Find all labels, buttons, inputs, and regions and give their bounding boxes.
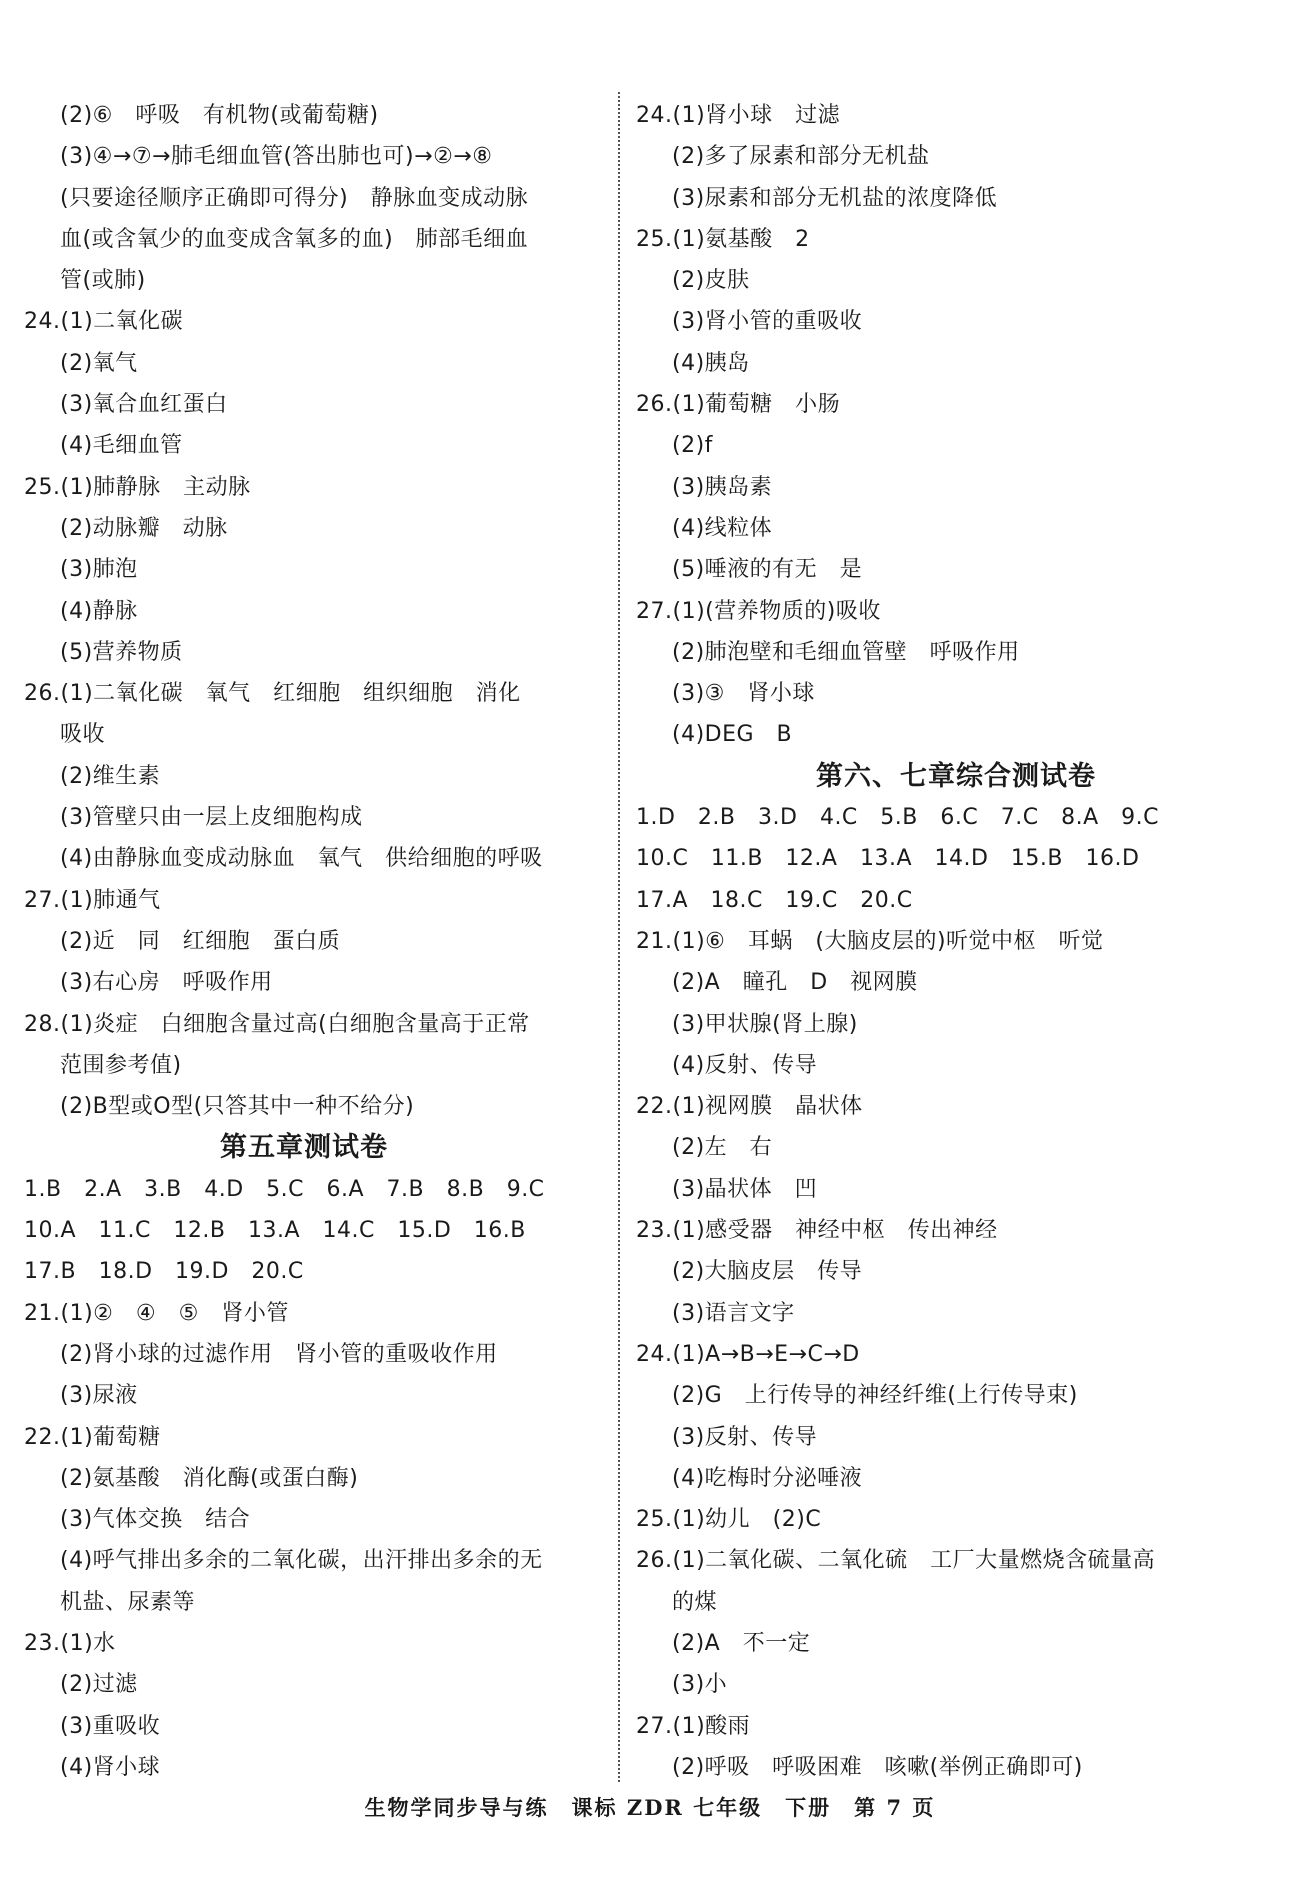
answer-subline: (3)气体交换 结合 [60, 1507, 251, 1533]
answer-subline: (4)呼气排出多余的二氧化碳，出汗排出多余的无 [60, 1548, 543, 1574]
answer-subline: (2)f [672, 433, 713, 459]
answer-line: 10.C 11.B 12.A 13.A 14.D 15.B 16.D [636, 846, 1140, 872]
answer-subline: 管(或肺) [60, 268, 146, 294]
section-heading: 第六、七章综合测试卷 [816, 760, 1096, 792]
answer-line: 26.(1)二氧化碳 氧气 红细胞 组织细胞 消化 [24, 681, 521, 707]
answer-subline: (2)动脉瓣 动脉 [60, 515, 228, 541]
answer-line: 17.A 18.C 19.C 20.C [636, 887, 913, 913]
answer-line: 1.D 2.B 3.D 4.C 5.B 6.C 7.C 8.A 9.C [636, 805, 1159, 831]
answer-subline: (4)DEG B [672, 722, 793, 748]
answer-subline: (2)过滤 [60, 1672, 138, 1698]
answer-subline: (2)皮肤 [672, 268, 750, 294]
answer-subline: (3)肾小管的重吸收 [672, 309, 863, 335]
answer-subline: (5)唾液的有无 是 [672, 557, 863, 583]
answer-subline: (2)近 同 红细胞 蛋白质 [60, 928, 341, 954]
right-answer-column [636, 95, 1276, 1788]
answer-line: 22.(1)葡萄糖 [24, 1424, 161, 1450]
answer-subline: (3)胰岛素 [672, 474, 773, 500]
answer-subline: (2)多了尿素和部分无机盐 [672, 144, 930, 170]
answer-subline: 的煤 [672, 1589, 718, 1615]
answer-line: 22.(1)视网膜 晶状体 [636, 1094, 863, 1120]
answer-line: 24.(1)二氧化碳 [24, 309, 184, 335]
answer-subline: (3)肺泡 [60, 557, 138, 583]
answer-line: 27.(1)(营养物质的)吸收 [636, 598, 881, 624]
answer-line: 25.(1)氨基酸 2 [636, 226, 810, 252]
answer-line: 23.(1)感受器 神经中枢 传出神经 [636, 1218, 998, 1244]
left-answer-column [24, 95, 604, 1788]
answer-line: 27.(1)酸雨 [636, 1713, 751, 1739]
answer-line: 27.(1)肺通气 [24, 887, 161, 913]
answer-subline: (3)尿液 [60, 1383, 138, 1409]
answer-subline: (3)氧合血红蛋白 [60, 392, 228, 418]
answer-line: 21.(1)② ④ ⑤ 肾小管 [24, 1300, 289, 1326]
answer-subline: 范围参考值) [60, 1052, 182, 1078]
answer-subline: (2)氧气 [60, 350, 138, 376]
section-heading: 第五章测试卷 [220, 1132, 388, 1164]
answer-subline: (3)④→⑦→肺毛细血管(答出肺也可)→②→⑧ [60, 144, 493, 170]
answer-subline: (2)⑥ 呼吸 有机物(或葡萄糖) [60, 103, 379, 128]
answer-subline: (3)重吸收 [60, 1713, 161, 1739]
answer-line: 28.(1)炎症 白细胞含量过高(白细胞含量高于正常 [24, 1011, 530, 1037]
answer-line: 25.(1)肺静脉 主动脉 [24, 474, 251, 500]
answer-line: 1.B 2.A 3.B 4.D 5.C 6.A 7.B 8.B 9.C [24, 1176, 545, 1202]
answer-subline: (4)肾小球 [60, 1754, 161, 1780]
answer-line: 23.(1)水 [24, 1630, 116, 1656]
answer-subline: (4)静脉 [60, 598, 138, 624]
answer-subline: (3)管壁只由一层上皮细胞构成 [60, 805, 363, 831]
page-footer: 生物学同步导与练 课标 ZDR 七年级 下册 第 7 页 [364, 1795, 936, 1820]
answer-line: 10.A 11.C 12.B 13.A 14.C 15.D 16.B [24, 1218, 526, 1244]
answer-subline: (4)反射、传导 [672, 1052, 818, 1078]
answer-subline: 吸收 [60, 722, 106, 748]
answer-subline: (4)线粒体 [672, 515, 773, 541]
answer-subline: (4)胰岛 [672, 350, 750, 376]
answer-line: 26.(1)葡萄糖 小肠 [636, 392, 841, 418]
answer-line: 26.(1)二氧化碳、二氧化硫 工厂大量燃烧含硫量高 [636, 1548, 1156, 1574]
answer-subline: (4)毛细血管 [60, 433, 183, 459]
answer-subline: (2)肾小球的过滤作用 肾小管的重吸收作用 [60, 1341, 498, 1367]
answer-subline: (2)G 上行传导的神经纤维(上行传导束) [672, 1383, 1078, 1409]
answer-subline: (3)语言文字 [672, 1300, 795, 1326]
answer-subline: (3)甲状腺(肾上腺) [672, 1011, 858, 1037]
answer-subline: 血(或含氧少的血变成含氧多的血) 肺部毛细血 [60, 226, 529, 252]
answer-line: 17.B 18.D 19.D 20.C [24, 1259, 304, 1285]
answer-subline: (2)呼吸 呼吸困难 咳嗽(举例正确即可) [672, 1754, 1083, 1780]
answer-subline: (2)氨基酸 消化酶(或蛋白酶) [60, 1465, 359, 1491]
answer-subline: (3)③ 肾小球 [672, 681, 815, 707]
answer-subline: (3)小 [672, 1672, 728, 1698]
answer-subline: (2)A 瞳孔 D 视网膜 [672, 970, 918, 996]
answer-subline: (5)营养物质 [60, 639, 183, 665]
answer-subline: (2)大脑皮层 传导 [672, 1259, 863, 1285]
answer-subline: (只要途径顺序正确即可得分) 静脉血变成动脉 [60, 185, 529, 211]
answer-subline: (2)左 右 [672, 1135, 773, 1161]
answer-subline: (3)晶状体 凹 [672, 1176, 818, 1202]
answer-line: 25.(1)幼儿 (2)C [636, 1507, 822, 1533]
answer-line: 21.(1)⑥ 耳蜗 (大脑皮层的)听觉中枢 听觉 [636, 928, 1104, 954]
answer-subline: (4)吃梅时分泌唾液 [672, 1465, 863, 1491]
answer-subline: (2)B型或O型(只答其中一种不给分) [60, 1094, 415, 1120]
answer-line: 24.(1)肾小球 过滤 [636, 103, 841, 128]
answer-subline: (3)右心房 呼吸作用 [60, 970, 273, 996]
answer-subline: (3)尿素和部分无机盐的浓度降低 [672, 185, 998, 211]
answer-subline: (2)A 不一定 [672, 1630, 811, 1656]
answer-subline: (2)维生素 [60, 763, 161, 789]
answer-line: 24.(1)A→B→E→C→D [636, 1341, 860, 1367]
answer-subline: (4)由静脉血变成动脉血 氧气 供给细胞的呼吸 [60, 846, 543, 872]
answer-subline: 机盐、尿素等 [60, 1589, 196, 1615]
answer-subline: (3)反射、传导 [672, 1424, 818, 1450]
column-divider [618, 92, 620, 1782]
answer-subline: (2)肺泡壁和毛细血管壁 呼吸作用 [672, 639, 1020, 665]
